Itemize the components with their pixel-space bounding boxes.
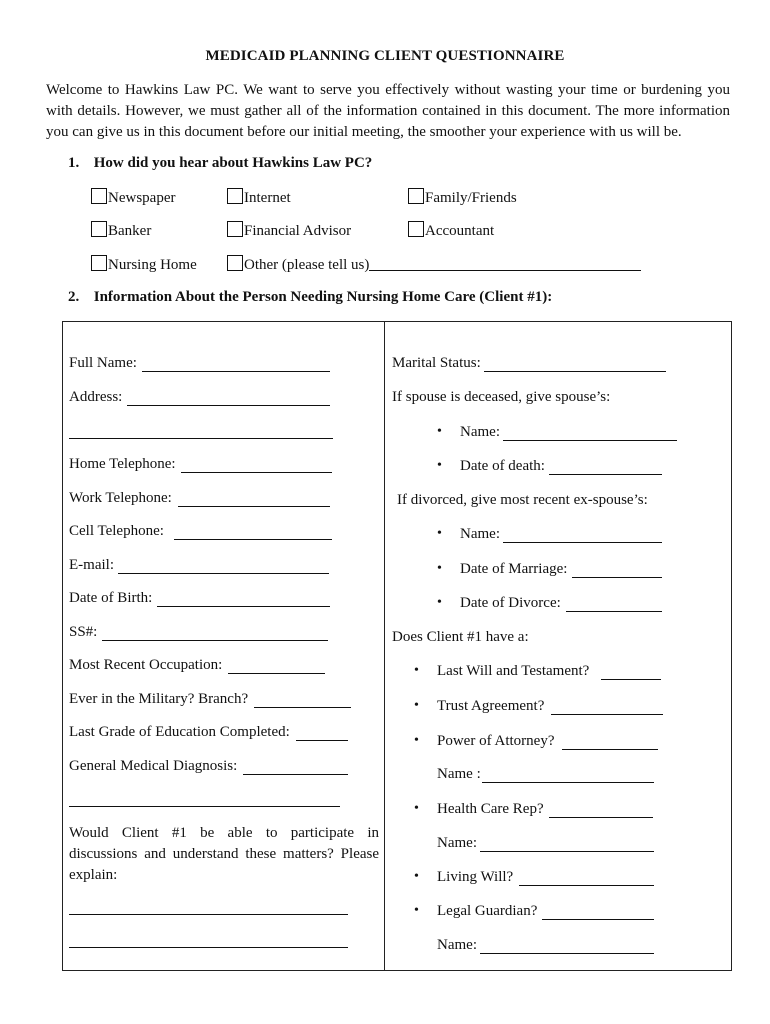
guardian-name-label: Name: — [437, 937, 477, 953]
poa-name-field[interactable] — [482, 782, 654, 783]
deceased-spouse-name-field[interactable] — [503, 440, 677, 441]
question-2-number: 2. — [68, 289, 80, 305]
option-accountant[interactable]: Accountant — [408, 221, 494, 240]
diagnosis-field[interactable] — [243, 774, 348, 775]
cell-telephone-label: Cell Telephone: — [69, 523, 164, 539]
bullet-icon: • — [414, 903, 419, 918]
military-field[interactable] — [254, 707, 351, 708]
email-label: E-mail: — [69, 557, 114, 573]
bullet-icon: • — [437, 424, 442, 439]
checkbox-financial-advisor[interactable] — [227, 221, 243, 237]
diagnosis-field-line-2[interactable] — [69, 806, 340, 807]
diagnosis-label: General Medical Diagnosis: — [69, 758, 238, 774]
bullet-icon: • — [414, 663, 419, 678]
will-field[interactable] — [601, 679, 661, 680]
checkbox-banker[interactable] — [91, 221, 107, 237]
address-field[interactable] — [127, 405, 330, 406]
occupation-label: Most Recent Occupation: — [69, 657, 223, 673]
bullet-icon: • — [414, 869, 419, 884]
question-1-text: How did you hear about Hawkins Law PC? — [93, 155, 373, 171]
checkbox-other[interactable] — [227, 255, 243, 271]
poa-label: Power of Attorney? — [437, 733, 555, 749]
will-label: Last Will and Testament? — [437, 663, 590, 679]
hcr-name-label: Name: — [437, 835, 477, 851]
marital-status-field[interactable] — [484, 371, 666, 372]
deceased-spouse-name-label: Name: — [460, 424, 500, 440]
option-nursing-home[interactable]: Nursing Home — [91, 255, 197, 274]
checkbox-nursing-home[interactable] — [91, 255, 107, 271]
ssn-field[interactable] — [102, 640, 328, 641]
option-family-friends[interactable]: Family/Friends — [408, 188, 517, 207]
date-of-marriage-label: Date of Marriage: — [460, 561, 568, 577]
marital-status-label: Marital Status: — [392, 355, 481, 371]
participation-answer-line-2[interactable] — [69, 947, 348, 948]
email-field[interactable] — [118, 573, 329, 574]
military-label: Ever in the Military? Branch? — [69, 691, 249, 707]
question-2-text: Information About the Person Needing Nursing Home Care (Client #1): — [93, 289, 553, 305]
option-internet[interactable]: Internet — [227, 188, 291, 207]
education-label: Last Grade of Education Completed: — [69, 724, 290, 740]
bullet-icon: • — [437, 526, 442, 541]
home-telephone-label: Home Telephone: — [69, 456, 176, 472]
question-1 — [68, 155, 372, 172]
checkbox-family-friends[interactable] — [408, 188, 424, 204]
checkbox-internet[interactable] — [227, 188, 243, 204]
page-title: MEDICAID PLANNING CLIENT QUESTIONNAIRE — [205, 48, 565, 64]
cell-telephone-field[interactable] — [174, 539, 332, 540]
poa-name-label: Name : — [437, 766, 481, 782]
hcr-name-field[interactable] — [480, 851, 654, 852]
option-other[interactable]: Other (please tell us) — [227, 255, 641, 274]
bullet-icon: • — [414, 801, 419, 816]
work-telephone-label: Work Telephone: — [69, 490, 172, 506]
bullet-icon: • — [437, 458, 442, 473]
question-1-number: 1. — [68, 155, 80, 171]
option-banker[interactable]: Banker — [91, 221, 151, 240]
legal-guardian-field[interactable] — [542, 919, 654, 920]
ex-spouse-name-label: Name: — [460, 526, 500, 542]
bullet-icon: • — [414, 698, 419, 713]
date-of-divorce-label: Date of Divorce: — [460, 595, 561, 611]
work-telephone-field[interactable] — [178, 506, 330, 507]
question-2 — [68, 289, 552, 306]
address-label: Address: — [69, 389, 123, 405]
bullet-icon: • — [437, 561, 442, 576]
bullet-icon: • — [437, 595, 442, 610]
date-of-birth-field[interactable] — [157, 606, 330, 607]
column-divider — [384, 321, 385, 970]
legal-guardian-label: Legal Guardian? — [437, 903, 538, 919]
date-of-death-label: Date of death: — [460, 458, 545, 474]
other-input-line[interactable] — [369, 256, 641, 271]
checkbox-accountant[interactable] — [408, 221, 424, 237]
spouse-deceased-label: If spouse is deceased, give spouse’s: — [392, 389, 611, 405]
living-will-label: Living Will? — [437, 869, 514, 885]
ssn-label: SS#: — [69, 624, 98, 640]
poa-field[interactable] — [562, 749, 658, 750]
guardian-name-field[interactable] — [480, 953, 654, 954]
trust-label: Trust Agreement? — [437, 698, 545, 714]
living-will-field[interactable] — [519, 885, 654, 886]
occupation-field[interactable] — [228, 673, 325, 674]
participation-answer-line-1[interactable] — [69, 914, 348, 915]
full-name-field[interactable] — [142, 371, 330, 372]
date-of-marriage-field[interactable] — [572, 577, 662, 578]
address-field-line-2[interactable] — [69, 438, 333, 439]
home-telephone-field[interactable] — [181, 472, 332, 473]
divorced-label: If divorced, give most recent ex-spouse’s: — [397, 492, 648, 508]
ex-spouse-name-field[interactable] — [503, 542, 662, 543]
date-of-death-field[interactable] — [549, 474, 662, 475]
bullet-icon: • — [414, 733, 419, 748]
participation-question: Would Client #1 be able to participate in discussions and understand these matters? Please explain: — [69, 825, 379, 883]
date-of-divorce-field[interactable] — [566, 611, 662, 612]
documents-question-label: Does Client #1 have a: — [392, 629, 529, 645]
option-newspaper[interactable]: Newspaper — [91, 188, 175, 207]
trust-field[interactable] — [551, 714, 663, 715]
intro-paragraph: Welcome to Hawkins Law PC. We want to serve you effectively without wasting your time or burdening you with details. However, we must gather all of the information contained in this document. The more information you can give us in this document before our initial meeting, the smoother your experience with us will be. — [46, 82, 730, 140]
checkbox-newspaper[interactable] — [91, 188, 107, 204]
date-of-birth-label: Date of Birth: — [69, 590, 153, 606]
health-care-rep-field[interactable] — [549, 817, 653, 818]
full-name-label: Full Name: — [69, 355, 137, 371]
health-care-rep-label: Health Care Rep? — [437, 801, 544, 817]
option-financial-advisor[interactable]: Financial Advisor — [227, 221, 351, 240]
education-field[interactable] — [296, 740, 348, 741]
